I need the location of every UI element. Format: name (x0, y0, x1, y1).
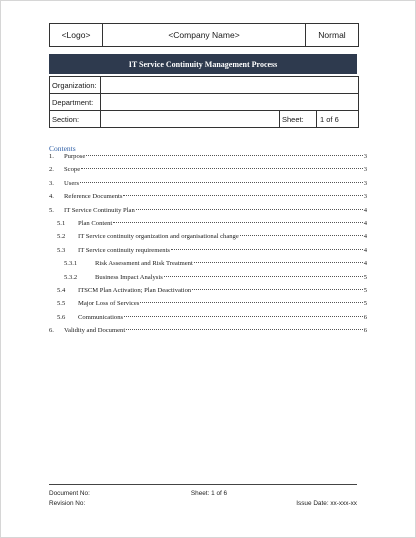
toc-item-number: 5.1 (57, 219, 66, 227)
toc-item[interactable] (49, 300, 367, 313)
toc-item[interactable] (49, 166, 367, 179)
toc-item-page: 4 (363, 219, 367, 227)
toc-leader-dots (80, 182, 363, 183)
toc-item-page: 5 (363, 300, 367, 308)
section-row (50, 111, 358, 127)
toc-item-label: Risk Assessment and Risk Treatment (95, 260, 193, 268)
organization-row (50, 77, 358, 94)
toc-item[interactable] (49, 220, 367, 233)
toc-item-label: Users (64, 179, 80, 187)
toc-item-page: 3 (363, 166, 367, 174)
toc-leader-dots (81, 168, 363, 169)
toc-item-label: Major Loss of Services (78, 300, 140, 308)
toc-item-page: 3 (363, 193, 367, 201)
toc-leader-dots (240, 235, 363, 236)
department-value (101, 94, 358, 110)
toc-item-label: IT Service Continuity Plan (64, 206, 135, 214)
toc-item[interactable] (49, 314, 367, 327)
toc-leader-dots (171, 249, 363, 250)
toc-item-page: 5 (363, 273, 367, 281)
toc-item-number: 5.5 (57, 300, 66, 308)
table-of-contents (49, 153, 367, 340)
toc-item-page: 4 (363, 233, 367, 241)
toc-item-page: 4 (363, 206, 367, 214)
toc-item-label: IT Service continuity requirements (78, 246, 170, 254)
toc-item-label: Purpose (64, 153, 86, 160)
toc-item-label: Scope (64, 166, 81, 174)
info-table (49, 76, 359, 128)
footer-divider (49, 484, 357, 485)
footer-row-1 (49, 488, 357, 498)
department-row (50, 94, 358, 111)
organization-value (101, 77, 358, 93)
toc-item-number: 2. (49, 166, 54, 174)
toc-item-number: 6. (49, 327, 54, 335)
toc-item-number: 3. (49, 179, 54, 187)
toc-item-page: 5 (363, 286, 367, 294)
toc-item-page: 3 (363, 153, 367, 160)
toc-leader-dots (194, 262, 363, 263)
toc-leader-dots (86, 155, 362, 156)
toc-item-page: 6 (363, 313, 367, 321)
toc-item-number: 4. (49, 193, 54, 201)
toc-item-number: 5. (49, 206, 54, 214)
toc-item-label: Validity and Document (64, 327, 126, 335)
logo-placeholder: <Logo> (50, 24, 103, 46)
toc-item-number: 5.3.2 (64, 273, 78, 281)
toc-item[interactable] (49, 207, 367, 220)
toc-item-number: 5.6 (57, 313, 66, 321)
footer-sheet: Sheet: 1 of 6 (190, 489, 228, 497)
toc-item-number: 1. (49, 153, 54, 160)
section-value (101, 111, 279, 127)
toc-item[interactable] (49, 327, 367, 340)
footer-row-2 (49, 498, 357, 508)
header-table (49, 23, 359, 47)
toc-item-number: 5.3.1 (64, 260, 78, 268)
toc-item-label: Reference Documents (64, 193, 123, 201)
toc-item-page: 3 (363, 179, 367, 187)
department-label: Department: (50, 94, 101, 110)
toc-item-page: 4 (363, 260, 367, 268)
toc-leader-dots (140, 302, 362, 303)
toc-item[interactable] (49, 260, 367, 273)
toc-item-page: 4 (363, 246, 367, 254)
toc-item-label: Business Impact Analysis (95, 273, 163, 281)
classification-label: Normal (318, 30, 346, 40)
toc-item[interactable] (49, 153, 367, 166)
toc-item-number: 5.2 (57, 233, 66, 241)
toc-item-page: 6 (363, 327, 367, 335)
sheet-value: 1 of 6 (320, 114, 339, 124)
footer (49, 488, 357, 508)
company-name: <Company Name> (103, 24, 306, 46)
toc-item[interactable] (49, 233, 367, 246)
toc-item[interactable] (49, 274, 367, 287)
section-label: Section: (50, 111, 101, 127)
toc-item[interactable] (49, 193, 367, 206)
toc-leader-dots (136, 209, 363, 210)
sheet-label: Sheet: (279, 111, 317, 127)
contents-heading: Contents (49, 144, 76, 153)
toc-item-label: Plan Content (78, 219, 113, 227)
toc-item[interactable] (49, 287, 367, 300)
toc-item[interactable] (49, 247, 367, 260)
organization-label: Organization: (50, 77, 101, 93)
toc-item-label: ITSCM Plan Activation; Plan Deactivation (78, 286, 192, 294)
toc-item[interactable] (49, 180, 367, 193)
toc-leader-dots (192, 289, 363, 290)
toc-leader-dots (123, 195, 362, 196)
toc-item-label: Communications (78, 313, 124, 321)
issue-date: Issue Date: xx-xxx-xx (296, 499, 357, 507)
toc-leader-dots (124, 316, 363, 317)
revision-no-label: Revision No: (49, 499, 86, 507)
toc-item-number: 5.3 (57, 246, 66, 254)
toc-leader-dots (113, 222, 362, 223)
toc-leader-dots (164, 276, 363, 277)
toc-leader-dots (126, 329, 363, 330)
document-title: IT Service Continuity Management Process (49, 54, 357, 74)
toc-item-label: IT Service continuity organization and organisational change (78, 233, 239, 241)
document-no-label: Document No: (49, 489, 90, 497)
toc-item-number: 5.4 (57, 286, 66, 294)
